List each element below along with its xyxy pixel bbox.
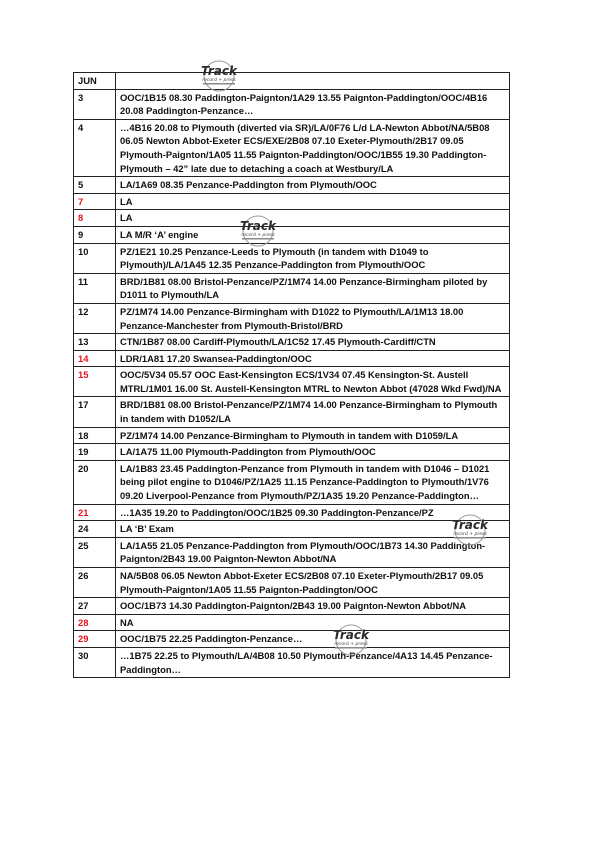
log-row — [74, 521, 510, 538]
entry-text-cell: PZ/1M74 14.00 Penzance-Birmingham to Plymouth in tandem with D1059/LA — [116, 427, 510, 444]
day-cell: 30 — [74, 647, 116, 677]
svg-text:Track: Track — [201, 64, 237, 78]
svg-text:Track: Track — [452, 518, 488, 532]
entry-text-cell: LA — [116, 193, 510, 210]
svg-text:record + press: record + press — [241, 233, 275, 238]
day-cell: 28 — [74, 614, 116, 631]
log-row — [74, 537, 510, 567]
day-cell: 24 — [74, 521, 116, 538]
entry-text-cell: PZ/1E21 10.25 Penzance-Leeds to Plymouth (in tandem with D1049 to Plymouth)/LA/1A45 12.35 Penzance-Paddington from Plymouth/OOC — [116, 243, 510, 273]
log-row — [74, 273, 510, 303]
day-cell: 17 — [74, 397, 116, 427]
log-row — [74, 367, 510, 397]
day-cell: 13 — [74, 334, 116, 351]
entry-text-cell: OOC/5V34 05.57 OOC East-Kensington ECS/1V34 07.45 Kensington-St. Austell MTRL/1M01 16.00 St. Austell-Kensington MTRL to Newton Abbot (47028 Wkd Fwd)/NA — [116, 367, 510, 397]
svg-text:record + press: record + press — [453, 532, 487, 537]
entry-text-cell: …4B16 20.08 to Plymouth (diverted via SR)/LA/0F76 L/d LA-Newton Abbot/NA/5B08 06.05 Newton Abbot-Exeter ECS/EXE/2B08 07.10 Exeter-Plymouth/2B17 09.05 Plymouth-Paignton/1A05 11.55 Paignton-Paddington/OOC/1B55 19.30 Paddington-Plymouth – 42” late due to detaching a coach at Westbury/LA — [116, 119, 510, 176]
entry-text-cell: OOC/1B75 22.25 Paddington-Penzance… — [116, 631, 510, 648]
day-cell: 12 — [74, 303, 116, 333]
log-body — [74, 89, 510, 678]
entry-text-cell: …1A35 19.20 to Paddington/OOC/1B25 09.30 Paddington-Penzance/PZ — [116, 504, 510, 521]
day-cell: 29 — [74, 631, 116, 648]
entry-text-cell: LA/1A69 08.35 Penzance-Paddington from Plymouth/OOC — [116, 177, 510, 194]
svg-text:record + press: record + press — [202, 78, 236, 83]
day-cell: 21 — [74, 504, 116, 521]
entry-text-cell: LA/1B83 23.45 Paddington-Penzance from Plymouth in tandem with D1046 – D1021 being pilot engine to D1046/PZ/1A25 11.15 Penzance-Paddington to Plymouth/1V76 09.20 Liverpool-Penzance from Plymouth/PZ/1A35 19.20 Penzance-Paddington… — [116, 460, 510, 504]
log-row — [74, 647, 510, 677]
locomotive-log-table — [73, 72, 510, 678]
log-row — [74, 226, 510, 243]
day-cell: 19 — [74, 444, 116, 461]
log-row — [74, 427, 510, 444]
entry-text-cell: LA — [116, 210, 510, 227]
log-row — [74, 568, 510, 598]
day-cell: 14 — [74, 350, 116, 367]
day-cell: 9 — [74, 226, 116, 243]
log-row — [74, 193, 510, 210]
day-cell: 20 — [74, 460, 116, 504]
log-row — [74, 303, 510, 333]
log-row — [74, 89, 510, 119]
month-header-row — [74, 73, 510, 90]
entry-text-cell: LA/1A55 21.05 Penzance-Paddington from Plymouth/OOC/1B73 14.30 Paddington-Paignton/2B43 19.00 Paignton-Newton Abbot/NA — [116, 537, 510, 567]
log-row — [74, 444, 510, 461]
entry-text-cell: CTN/1B87 08.00 Cardiff-Plymouth/LA/1C52 17.45 Plymouth-Cardiff/CTN — [116, 334, 510, 351]
log-row — [74, 243, 510, 273]
log-row — [74, 119, 510, 176]
entry-text-cell: LA ‘B’ Exam — [116, 521, 510, 538]
entry-text-cell: OOC/1B73 14.30 Paddington-Paignton/2B43 19.00 Paignton-Newton Abbot/NA — [116, 598, 510, 615]
log-row — [74, 397, 510, 427]
entry-text-cell: BRD/1B81 08.00 Bristol-Penzance/PZ/1M74 14.00 Penzance-Birmingham piloted by D1011 to Plymouth/LA — [116, 273, 510, 303]
entry-text-cell: OOC/1B15 08.30 Paddington-Paignton/1A29 13.55 Paignton-Paddington/OOC/4B16 20.08 Paddington-Penzance… — [116, 89, 510, 119]
log-row — [74, 614, 510, 631]
log-row — [74, 460, 510, 504]
log-row — [74, 504, 510, 521]
day-cell: 3 — [74, 89, 116, 119]
entry-text-cell: LA M/R ‘A’ engine — [116, 226, 510, 243]
day-cell: 8 — [74, 210, 116, 227]
day-cell: 25 — [74, 537, 116, 567]
log-row — [74, 177, 510, 194]
day-cell: 5 — [74, 177, 116, 194]
entry-text-cell: BRD/1B81 08.00 Bristol-Penzance/PZ/1M74 14.00 Penzance-Birmingham to Plymouth in tandem with D1052/LA — [116, 397, 510, 427]
day-cell: 11 — [74, 273, 116, 303]
day-cell: 27 — [74, 598, 116, 615]
day-cell: 4 — [74, 119, 116, 176]
day-cell: 26 — [74, 568, 116, 598]
entry-text-cell: …1B75 22.25 to Plymouth/LA/4B08 10.50 Plymouth-Penzance/4A13 14.45 Penzance-Paddington… — [116, 647, 510, 677]
entry-text-cell: NA/5B08 06.05 Newton Abbot-Exeter ECS/2B08 07.10 Exeter-Plymouth/2B17 09.05 Plymouth-Paignton/1A05 11.55 Paignton-Paddington/OOC — [116, 568, 510, 598]
entry-text-cell: PZ/1M74 14.00 Penzance-Birmingham with D1022 to Plymouth/LA/1M13 18.00 Penzance-Manchester from Plymouth-Bristol/BRD — [116, 303, 510, 333]
entry-text-cell: NA — [116, 614, 510, 631]
log-row — [74, 350, 510, 367]
log-row — [74, 210, 510, 227]
log-row — [74, 334, 510, 351]
svg-text:Track: Track — [333, 628, 369, 642]
day-cell: 15 — [74, 367, 116, 397]
month-label: JUN — [74, 73, 116, 90]
day-cell: 7 — [74, 193, 116, 210]
month-header-blank — [116, 73, 510, 90]
entry-text-cell: LA/1A75 11.00 Plymouth-Paddington from Plymouth/OOC — [116, 444, 510, 461]
log-row — [74, 598, 510, 615]
svg-text:record + press: record + press — [334, 642, 368, 647]
entry-text-cell: LDR/1A81 17.20 Swansea-Paddington/OOC — [116, 350, 510, 367]
day-cell: 18 — [74, 427, 116, 444]
day-cell: 10 — [74, 243, 116, 273]
log-row — [74, 631, 510, 648]
svg-text:Track: Track — [240, 219, 276, 233]
